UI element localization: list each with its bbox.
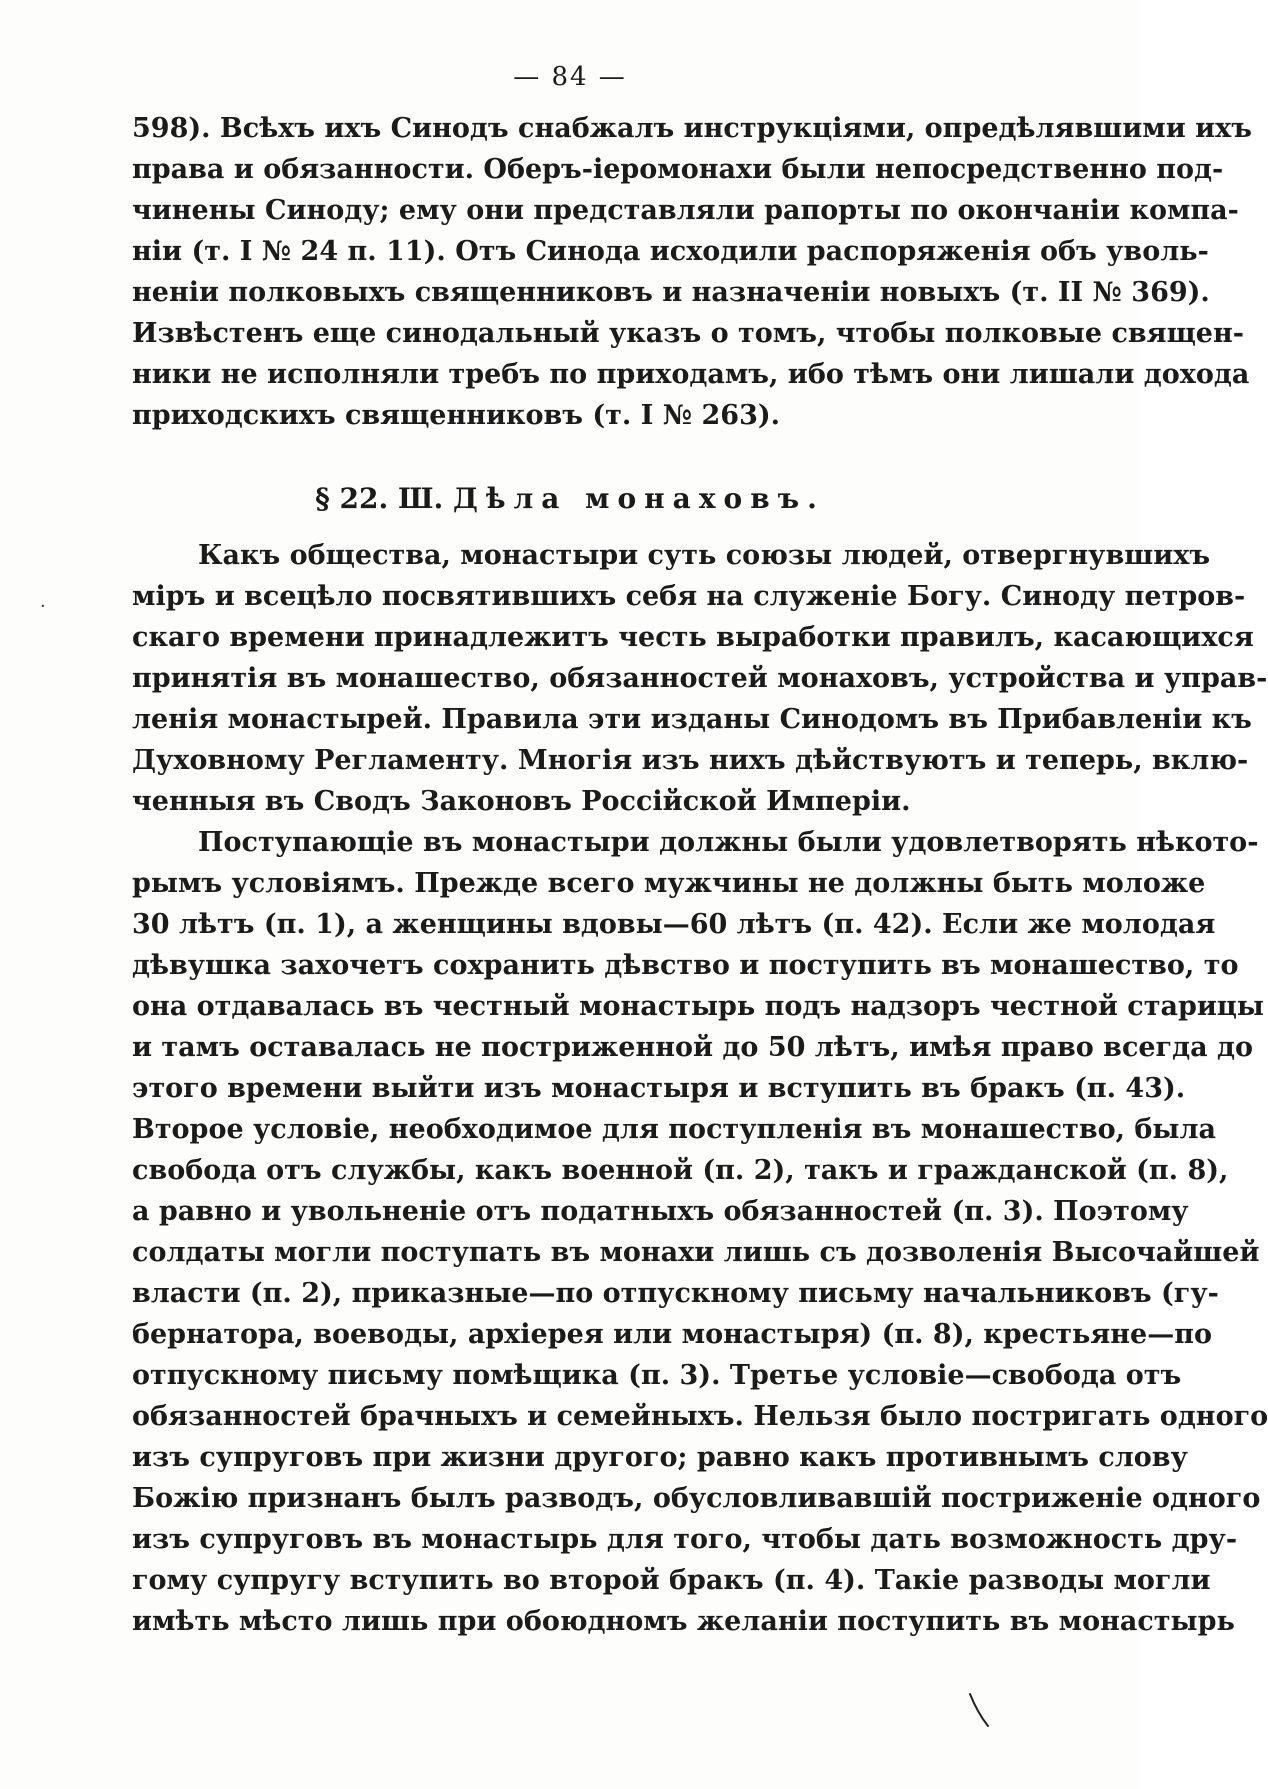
text-line: и тамъ оставалась не постриженной до 50 лѣтъ, имѣя право всегда до	[132, 1032, 1254, 1063]
text-line: рымъ условіямъ. Прежде всего мужчины не должны быть моложе	[132, 868, 1206, 899]
text-line: свобода отъ службы, какъ военной (п. 2), такъ и гражданской (п. 8),	[132, 1155, 1229, 1186]
text-line: Духовному Регламенту. Многія изъ нихъ дѣйствуютъ и теперь, вклю-	[132, 745, 1249, 776]
paragraph-3	[132, 822, 1268, 1642]
text-line: она отдавалась въ честный монастырь подъ надзоръ честной старицы	[132, 991, 1264, 1022]
text-line: Второе условіе, необходимое для поступленія въ монашество, была	[132, 1114, 1216, 1145]
page-number: — 84 —	[513, 62, 627, 92]
text-line: а равно и увольненіе отъ податныхъ обязанностей (п. 3). Поэтому	[132, 1196, 1189, 1227]
text-line: бернатора, воеводы, архіерея или монастыря) (п. 8), крестьяне—по	[132, 1319, 1212, 1350]
text-line: Божію признанъ былъ разводъ, обусловливавшій постриженіе одного	[132, 1483, 1261, 1514]
text-line: имѣть мѣсто лишь при обоюдномъ желаніи поступить въ монастырь	[132, 1606, 1235, 1637]
text-line: дѣвушка захочетъ сохранить дѣвство и поступить въ монашество, то	[132, 950, 1239, 981]
text-line: права и обязанности. Оберъ-іеромонахи были непосредственно под-	[132, 154, 1224, 185]
text-line: принятія въ монашество, обязанностей монаховъ, устройства и управ-	[132, 663, 1268, 694]
text-line: Извѣстенъ еще синодальный указъ о томъ, чтобы полковые священ-	[132, 318, 1244, 349]
text-line: ченныя въ Сводъ Законовъ Россійской Имперіи.	[132, 786, 911, 817]
text-line: изъ супруговъ при жизни другого; равно какъ противнымъ слову	[132, 1442, 1188, 1473]
section-heading	[0, 482, 1140, 515]
text-line: приходскихъ священниковъ (т. I № 263).	[132, 400, 781, 431]
text-line: власти (п. 2), приказные—по отпускному письму начальниковъ (гу-	[132, 1278, 1219, 1309]
text-line: міръ и всецѣло посвятившихъ себя на служеніе Богу. Синоду петров-	[132, 581, 1246, 612]
paragraph-1	[132, 108, 1252, 436]
text-line: ники не исполняли требъ по приходамъ, ибо тѣмъ они лишали дохода	[132, 359, 1250, 390]
text-line: чинены Синоду; ему они представляли рапорты по окончаніи компа-	[132, 195, 1239, 226]
text-line: солдаты могли поступать въ монахи лишь съ дозволенія Высочайшей	[132, 1237, 1260, 1268]
text-line: 30 лѣтъ (п. 1), а женщины вдовы—60 лѣтъ (п. 42). Если же молодая	[132, 909, 1216, 940]
paragraph-2	[132, 535, 1268, 822]
pen-stroke-mark	[966, 1690, 996, 1730]
text-line: скаго времени принадлежитъ честь выработки правилъ, касающихся	[132, 622, 1254, 653]
text-line: 598). Всѣхъ ихъ Синодъ снабжалъ инструкціями, опредѣлявшими ихъ	[132, 113, 1252, 144]
text-line: неніи полковыхъ священниковъ и назначеніи новыхъ (т. II № 369).	[132, 277, 1210, 308]
text-line: обязанностей брачныхъ и семейныхъ. Нельзя было постригать одного	[132, 1401, 1268, 1432]
text-line: изъ супруговъ въ монастырь для того, чтобы дать возможность дру-	[132, 1524, 1238, 1555]
section-number: § 22. Ш.	[315, 482, 444, 515]
margin-dot-mark: ·	[40, 596, 46, 617]
section-title: Дѣла монаховъ.	[452, 482, 825, 515]
text-line: гому супругу вступить во второй бракъ (п. 4). Такіе разводы могли	[132, 1565, 1211, 1596]
text-line: ленія монастырей. Правила эти изданы Синодомъ въ Прибавленіи къ	[132, 704, 1252, 735]
text-line: этого времени выйти изъ монастыря и вступить въ бракъ (п. 43).	[132, 1073, 1186, 1104]
text-line: ніи (т. I № 24 п. 11). Отъ Синода исходили распоряженія объ уволь-	[132, 236, 1209, 267]
text-line: отпускному письму помѣщика (п. 3). Третье условіе—свобода отъ	[132, 1360, 1182, 1391]
text-line: Какъ общества, монастыри суть союзы людей, отвергнувшихъ	[198, 540, 1211, 571]
text-line: Поступающіе въ монастыри должны были удовлетворять нѣкото-	[198, 827, 1259, 858]
